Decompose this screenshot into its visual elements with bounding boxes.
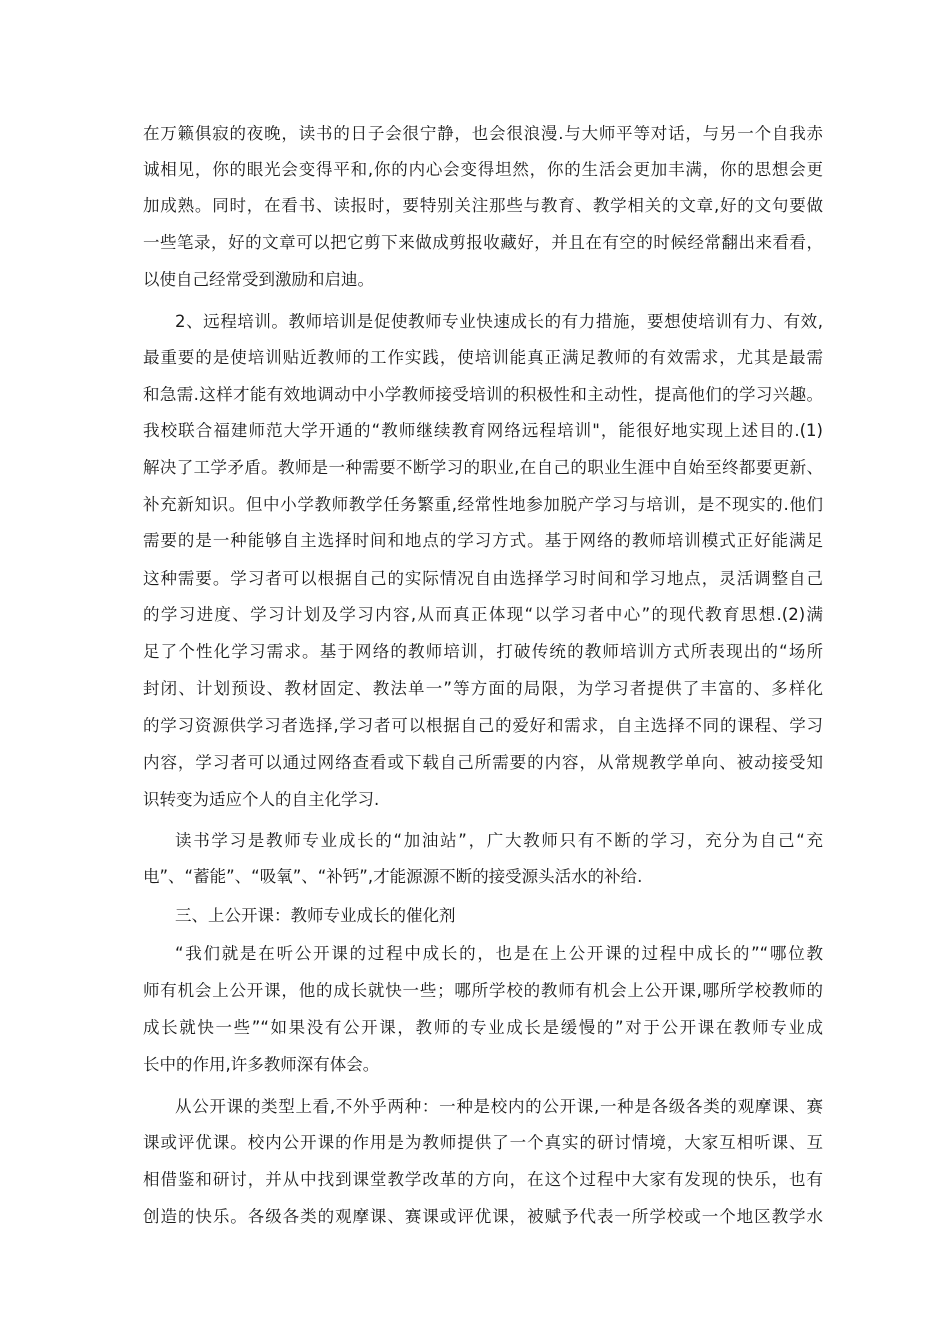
text-line: 电”、“蓄能”、“吸氧”、“补钙”,才能源源不断的接受源头活水的补给. (143, 867, 643, 886)
text-line: 和急需.这样才能有效地调动中小学教师接受培训的积极性和主动性，提高他们的学习兴趣。 (143, 385, 823, 404)
text-line: 的学习进度、学习计划及学习内容,从而真正体现“以学习者中心”的现代教育思想.(2)满 (143, 605, 823, 624)
section-heading: 三、上公开课：教师专业成长的催化剂 (175, 906, 456, 925)
text-line: 解决了工学矛盾。教师是一种需要不断学习的职业,在自己的职业生涯中自始至终都要更新、 (143, 458, 823, 477)
text-line: 诚相见，你的眼光会变得平和,你的内心会变得坦然，你的生活会更加丰满，你的思想会更 (143, 160, 823, 179)
text-line: 加成熟。同时，在看书、读报时，要特别关注那些与教育、教学相关的文章,好的文句要做 (143, 196, 823, 215)
text-line: 创造的快乐。各级各类的观摩课、赛课或评优课，被赋予代表一所学校或一个地区教学水 (143, 1207, 823, 1226)
text-line: 成长就快一些”“如果没有公开课，教师的专业成长是缓慢的”对于公开课在教师专业成 (143, 1018, 823, 1037)
text-line: 识转变为适应个人的自主化学习. (143, 790, 380, 809)
text-line: 课或评优课。校内公开课的作用是为教师提供了一个真实的研讨情境，大家互相听课、互 (143, 1133, 823, 1152)
text-line: 一些笔录，好的文章可以把它剪下来做成剪报收藏好，并且在有空的时候经常翻出来看看， (143, 233, 823, 252)
text-line: 补充新知识。但中小学教师教学任务繁重,经常性地参加脱产学习与培训，是不现实的.他们 (143, 495, 823, 514)
text-line: 这种需要。学习者可以根据自己的实际情况自由选择学习时间和学习地点，灵活调整自己 (143, 569, 823, 588)
text-line: 在万籁俱寂的夜晚，读书的日子会很宁静，也会很浪漫.与大师平等对话，与另一个自我赤 (143, 124, 823, 143)
text-line: 从公开课的类型上看,不外乎两种：一种是校内的公开课,一种是各级各类的观摩课、赛 (175, 1097, 823, 1116)
text-line: 我校联合福建师范大学开通的“教师继续教育网络远程培训"，能很好地实现上述目的.(1) (143, 421, 823, 440)
text-line: 读书学习是教师专业成长的“加油站”，广大教师只有不断的学习，充分为自己“充 (175, 831, 823, 850)
text-line: 需要的是一种能够自主选择时间和地点的学习方式。基于网络的教师培训模式正好能满足 (143, 531, 823, 550)
text-line: 的学习资源供学习者选择,学习者可以根据自己的爱好和需求，自主选择不同的课程、学习 (143, 716, 823, 735)
text-line: 长中的作用,许多教师深有体会。 (143, 1055, 380, 1074)
text-line: 封闭、计划预设、教材固定、教法单一”等方面的局限，为学习者提供了丰富的、多样化 (143, 679, 823, 698)
text-line: 内容，学习者可以通过网络查看或下载自己所需要的内容，从常规教学单向、被动接受知 (143, 753, 823, 772)
text-line: 足了个性化学习需求。基于网络的教师培训，打破传统的教师培训方式所表现出的“场所 (143, 642, 823, 661)
text-line: 师有机会上公开课，他的成长就快一些；哪所学校的教师有机会上公开课,哪所学校教师的 (143, 981, 823, 1000)
text-line: “我们就是在听公开课的过程中成长的，也是在上公开课的过程中成长的”“哪位教 (175, 944, 823, 963)
text-line: 2、远程培训。教师培训是促使教师专业快速成长的有力措施，要想使培训有力、有效, (175, 312, 823, 331)
text-line: 最重要的是使培训贴近教师的工作实践，使培训能真正满足教师的有效需求，尤其是最需 (143, 348, 823, 367)
text-line: 以使自己经常受到激励和启迪。 (143, 270, 374, 289)
text-line: 相借鉴和研讨，并从中找到课堂教学改革的方向，在这个过程中大家有发现的快乐，也有 (143, 1170, 823, 1189)
